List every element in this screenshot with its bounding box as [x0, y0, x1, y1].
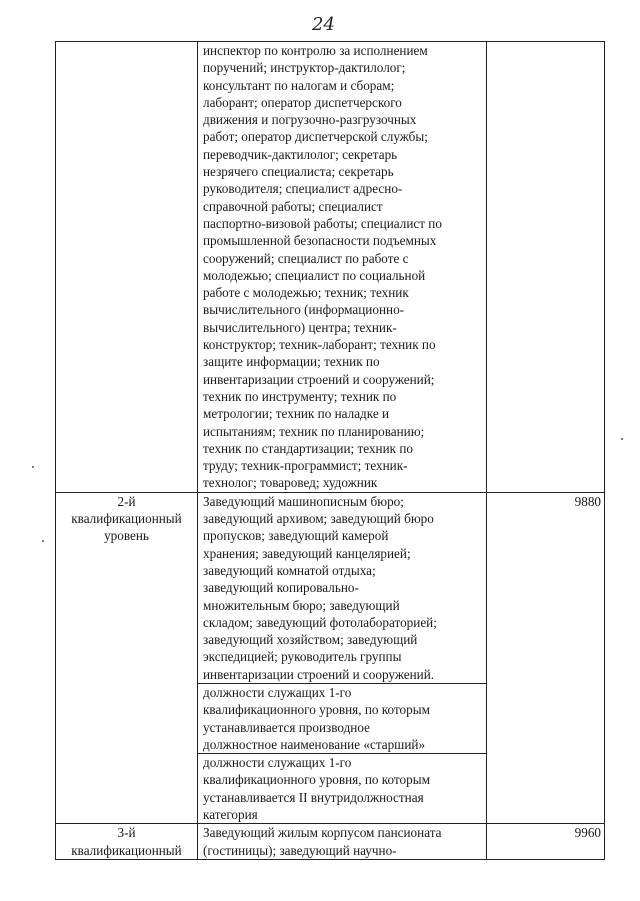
qualification-level-cell — [56, 42, 198, 493]
positions-text: Заведующий машинописным бюро; заведующий архивом; заведующий бюро пропусков; заведующий камерой хранения; заведующий канцелярией; заведующий комнатой отдыха; заведующий копировально- множительным бюро; заведующий складом; заведующий фотолабораторией; заведующий хозяйством; заведующий экспедицией; руководитель группы инвентаризации строений и сооружений. — [203, 493, 437, 682]
scan-speck — [32, 466, 34, 468]
positions-text: должности служащих 1-го квалификационного уровня, по которым устанавливается II внутридолжностная категория — [198, 753, 486, 823]
table-row — [56, 492, 605, 824]
scan-speck — [42, 540, 44, 542]
page-number: 24 — [312, 14, 335, 35]
positions-cell — [198, 824, 487, 860]
salary-cell: 9880 — [487, 492, 605, 824]
positions-text: должности служащих 1-го квалификационного уровня, по которым устанавливается производное должностное наименование «старший» — [198, 683, 486, 753]
salary-cell — [487, 42, 605, 493]
qualification-level-cell: 2-й квалификационный уровень — [56, 492, 198, 824]
positions-cell — [198, 492, 487, 824]
salary-cell: 9960 — [487, 824, 605, 860]
qualification-level-cell: 3-й квалификационный — [56, 824, 198, 860]
positions-text: инспектор по контролю за исполнением поручений; инструктор-дактилолог; консультант по налогам и сборам; лаборант; оператор диспетчерского движения и погрузочно-разгрузочных работ; оператор диспетчерской службы; переводчик-дактилолог; секретарь незрячего специалиста; секретарь руководителя; специалист адресно- справочной работы; специалист паспортно-визовой работы; специалист по промышленной безопасности подъемных сооружений; специалист по работе с молодежью; специалист по социальной работе с молодежью; техник; техник вычислительного (информационно- вычислительного) центра; техник- конструктор; техник-лаборант; техник по защите информации; техник по инвентаризации строений и сооружений; техник по инструменту; техник по метрологии; техник по наладке и испытаниям; техник по планированию; техник по стандартизации; техник по труду; техник-программист; техник- технолог; товаровед; художник — [203, 43, 442, 491]
positions-text: Заведующий жилым корпусом пансионата (гостиницы); заведующий научно- — [203, 825, 442, 858]
table-row — [56, 42, 605, 493]
qualification-table — [55, 41, 605, 860]
table-row — [56, 824, 605, 860]
scan-speck — [621, 438, 623, 440]
positions-cell — [198, 42, 487, 493]
